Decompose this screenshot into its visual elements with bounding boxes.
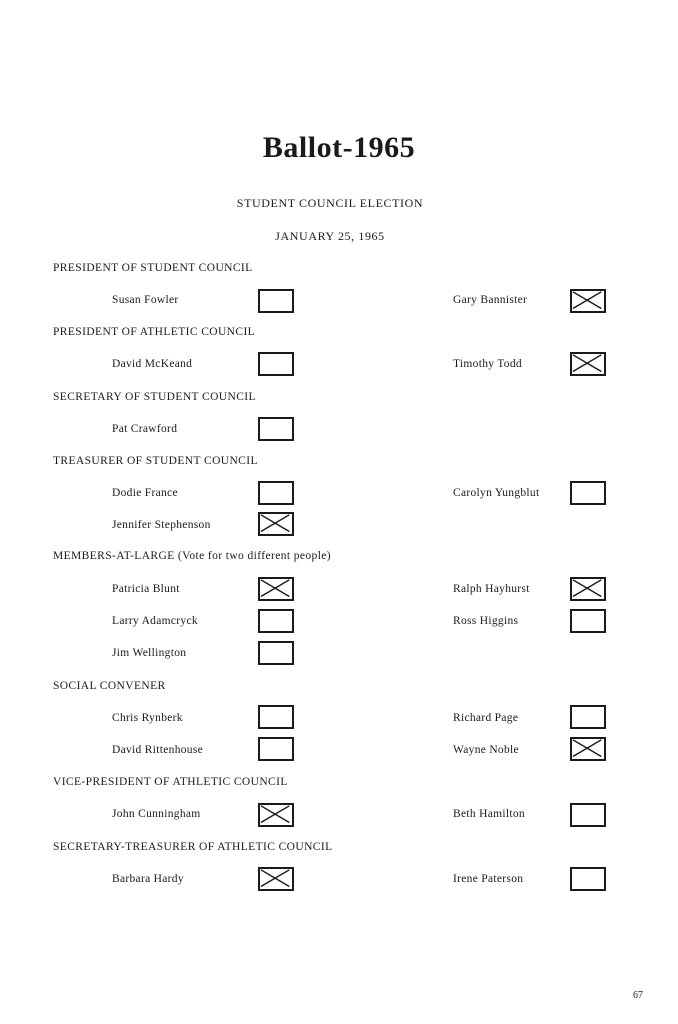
candidate-name: Patricia Blunt [112,583,180,595]
vote-checkbox[interactable] [258,737,294,761]
candidate-name: Pat Crawford [112,423,178,435]
vote-checkbox[interactable] [570,867,606,891]
vote-checkbox[interactable] [570,705,606,729]
candidate-name: Ralph Hayhurst [453,583,530,595]
section-heading-secretary-student-council: SECRETARY OF STUDENT COUNCIL [53,391,256,403]
x-mark-icon [260,514,292,534]
section-heading-social-convener: SOCIAL CONVENER [53,680,166,692]
x-mark-icon [572,291,604,311]
candidate-name: Susan Fowler [112,294,179,306]
candidate-name: David McKeand [112,358,193,370]
x-mark-icon [572,354,604,374]
vote-checkbox[interactable] [258,577,294,601]
vote-checkbox[interactable] [570,803,606,827]
candidate-name: Wayne Noble [453,744,519,756]
vote-checkbox[interactable] [258,512,294,536]
candidate-name: Larry Adamcryck [112,615,198,627]
candidate-name: John Cunningham [112,808,201,820]
x-mark-icon [260,869,292,889]
candidate-name: Jennifer Stephenson [112,519,211,531]
vote-checkbox[interactable] [258,803,294,827]
vote-checkbox[interactable] [258,481,294,505]
section-heading-vice-president-athletic-council: VICE-PRESIDENT OF ATHLETIC COUNCIL [53,776,288,788]
section-heading-treasurer-student-council: TREASURER OF STUDENT COUNCIL [53,455,258,467]
candidate-name: Chris Rynberk [112,712,183,724]
candidate-name: Carolyn Yungblut [453,487,540,499]
vote-checkbox[interactable] [258,289,294,313]
section-heading-secretary-treasurer-athletic-council: SECRETARY-TREASURER OF ATHLETIC COUNCIL [53,841,333,853]
candidate-name: Timothy Todd [453,358,522,370]
election-date: JANUARY 25, 1965 [275,229,385,243]
candidate-name: Jim Wellington [112,647,187,659]
candidate-name: Richard Page [453,712,519,724]
vote-checkbox[interactable] [258,705,294,729]
vote-checkbox[interactable] [570,352,606,376]
candidate-name: Beth Hamilton [453,808,525,820]
vote-checkbox[interactable] [570,609,606,633]
candidate-name: David Rittenhouse [112,744,204,756]
vote-checkbox[interactable] [570,481,606,505]
vote-checkbox[interactable] [258,641,294,665]
x-mark-icon [572,739,604,759]
election-subtitle: STUDENT COUNCIL ELECTION [236,196,424,210]
ballot-title: Ballot-1965 [262,131,416,164]
candidate-name: Ross Higgins [453,615,519,627]
candidate-name: Barbara Hardy [112,873,184,885]
vote-checkbox[interactable] [258,417,294,441]
x-mark-icon [260,579,292,599]
page-number: 67 [633,990,643,1001]
vote-checkbox[interactable] [258,867,294,891]
vote-checkbox[interactable] [570,737,606,761]
candidate-name: Irene Paterson [453,873,524,885]
vote-checkbox[interactable] [570,289,606,313]
section-heading-members-at-large: MEMBERS-AT-LARGE (Vote for two different people) [53,550,332,562]
section-heading-president-athletic-council: PRESIDENT OF ATHLETIC COUNCIL [53,326,256,338]
vote-checkbox[interactable] [258,609,294,633]
candidate-name: Gary Bannister [453,294,528,306]
vote-checkbox[interactable] [258,352,294,376]
candidate-name: Dodie France [112,487,178,499]
x-mark-icon [572,579,604,599]
section-heading-president-student-council: PRESIDENT OF STUDENT COUNCIL [53,262,253,274]
vote-checkbox[interactable] [570,577,606,601]
x-mark-icon [260,805,292,825]
